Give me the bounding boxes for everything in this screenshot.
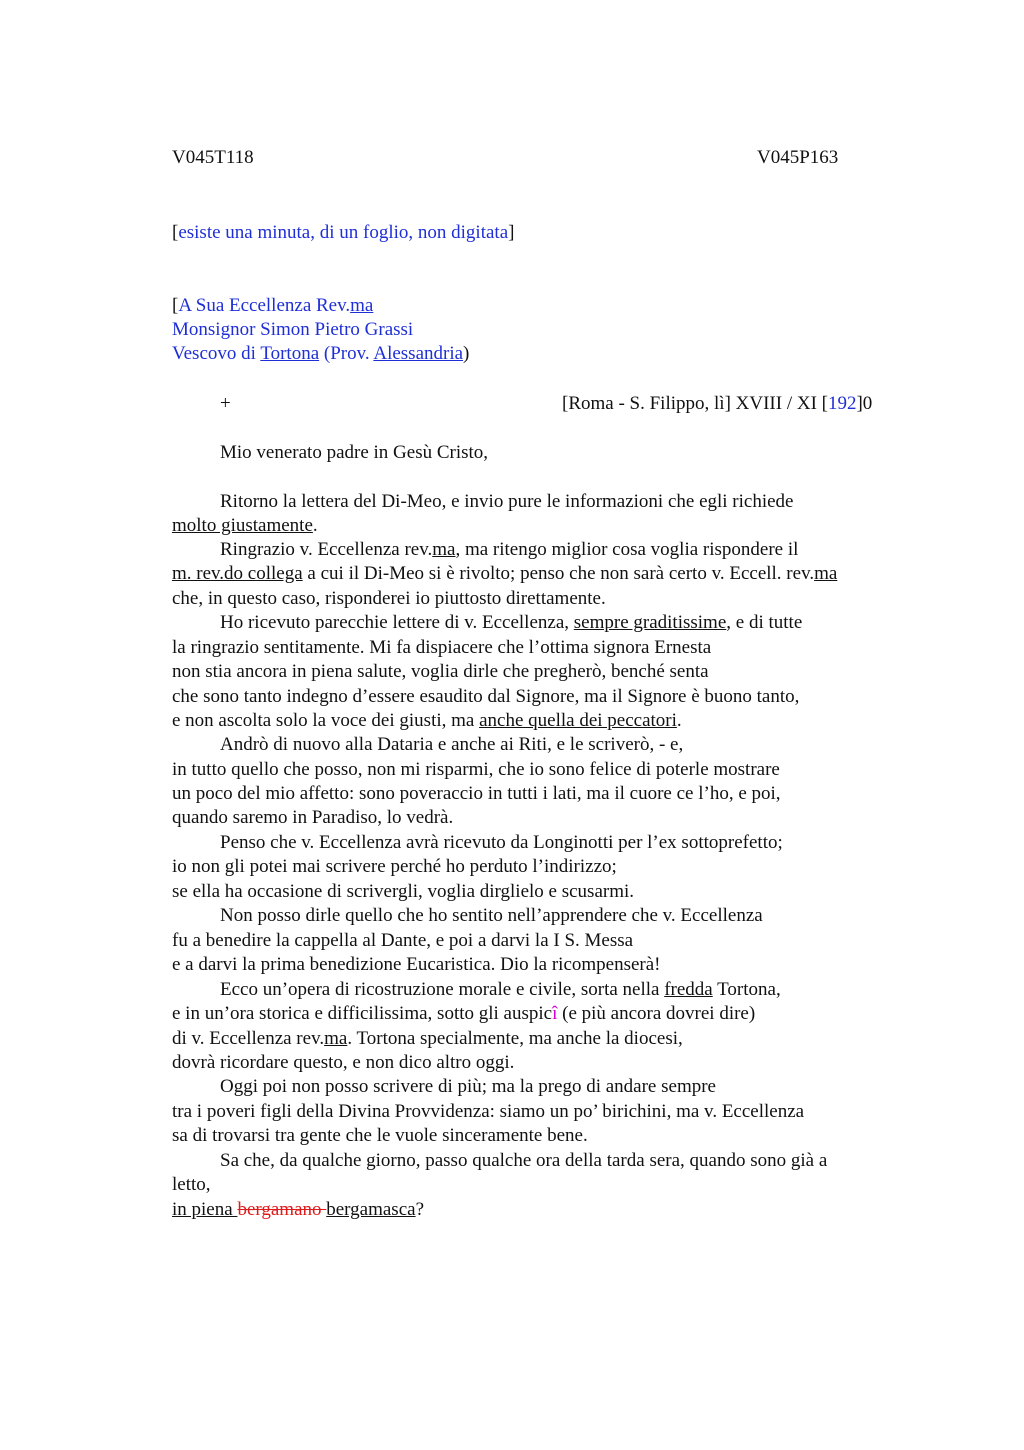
body-line: e non ascolta solo la voce dei giusti, ma anche quella dei peccatori. [172,710,682,731]
editorial-note: [esiste una minuta, di un foglio, non digitata] [172,222,515,243]
body-line: molto giustamente. [172,515,318,536]
body-line: Oggi poi non posso scrivere di più; ma la prego di andare sempre [220,1076,716,1097]
address-line-1: [A Sua Eccellenza Rev.ma [172,295,374,316]
body-line: dovrà ricordare questo, e non dico altro oggi. [172,1052,515,1073]
deleted-text: bergamano [237,1199,327,1220]
body-line: la ringrazio sentitamente. Mi fa dispiacere che l’ottima signora Ernesta [172,637,712,658]
body-line: quando saremo in Paradiso, lo vedrà. [172,807,454,828]
address-line-3: Vescovo di Tortona (Prov. Alessandria) [172,343,470,364]
body-line: Ringrazio v. Eccellenza rev.ma, ma ritengo miglior cosa voglia rispondere il [220,539,799,560]
body-line: in tutto quello che posso, non mi risparmi, che io sono felice di poterle mostrare [172,759,780,780]
body-line: Ecco un’opera di ricostruzione morale e civile, sorta nella fredda Tortona, [220,979,781,1000]
body-line: Ritorno la lettera del Di-Meo, e invio pure le informazioni che egli richiede [220,491,794,512]
body-line: e a darvi la prima benedizione Eucaristica. Dio la ricompenserà! [172,954,661,975]
body-line: di v. Eccellenza rev.ma. Tortona specialmente, ma anche la diocesi, [172,1028,683,1049]
body-line: letto, [172,1174,211,1195]
body-line: Andrò di nuovo alla Dataria e anche ai Riti, e le scriverò, - e, [220,734,684,755]
body-line: io non gli potei mai scrivere perché ho perduto l’indirizzo; [172,856,617,877]
body-line: in piena bergamano bergamasca? [172,1199,425,1220]
body-line: sa di trovarsi tra gente che le vuole sinceramente bene. [172,1125,588,1146]
address-line-2: Monsignor Simon Pietro Grassi [172,319,414,340]
dateline: [Roma - S. Filippo, lì] XVIII / XI [192]0 [562,393,873,414]
cross-mark: + [220,393,231,414]
body-line: non stia ancora in piena salute, voglia dirle che pregherò, benché senta [172,661,709,682]
body-line: Non posso dirle quello che ho sentito nell’apprendere che v. Eccellenza [220,905,763,926]
body-line: tra i poveri figli della Divina Provvidenza: siamo un po’ birichini, ma v. Eccellenza [172,1101,805,1122]
salutation: Mio venerato padre in Gesù Cristo, [220,442,489,463]
header-left-code: V045T118 [172,147,254,168]
body-line: e in un’ora storica e difficilissima, sotto gli auspicî (e più ancora dovrei dire) [172,1003,756,1024]
body-line: m. rev.do collega a cui il Di-Meo si è rivolto; penso che non sarà certo v. Eccell. rev.ma [172,563,838,584]
body-line: Ho ricevuto parecchie lettere di v. Eccellenza, sempre graditissime, e di tutte [220,612,803,633]
body-line: che, in questo caso, risponderei io piuttosto direttamente. [172,588,606,609]
body-line: che sono tanto indegno d’essere esaudito dal Signore, ma il Signore è buono tanto, [172,686,800,707]
header-right-code: V045P163 [757,147,839,168]
body-line: un poco del mio affetto: sono poveraccio in tutti i lati, ma il cuore ce l’ho, e poi, [172,783,781,804]
body-line: se ella ha occasione di scrivergli, voglia dirglielo e scusarmi. [172,881,635,902]
body-line: fu a benedire la cappella al Dante, e poi a darvi la I S. Messa [172,930,634,951]
body-line: Penso che v. Eccellenza avrà ricevuto da Longinotti per l’ex sottoprefetto; [220,832,783,853]
body-line: Sa che, da qualche giorno, passo qualche ora della tarda sera, quando sono già a [220,1150,828,1171]
